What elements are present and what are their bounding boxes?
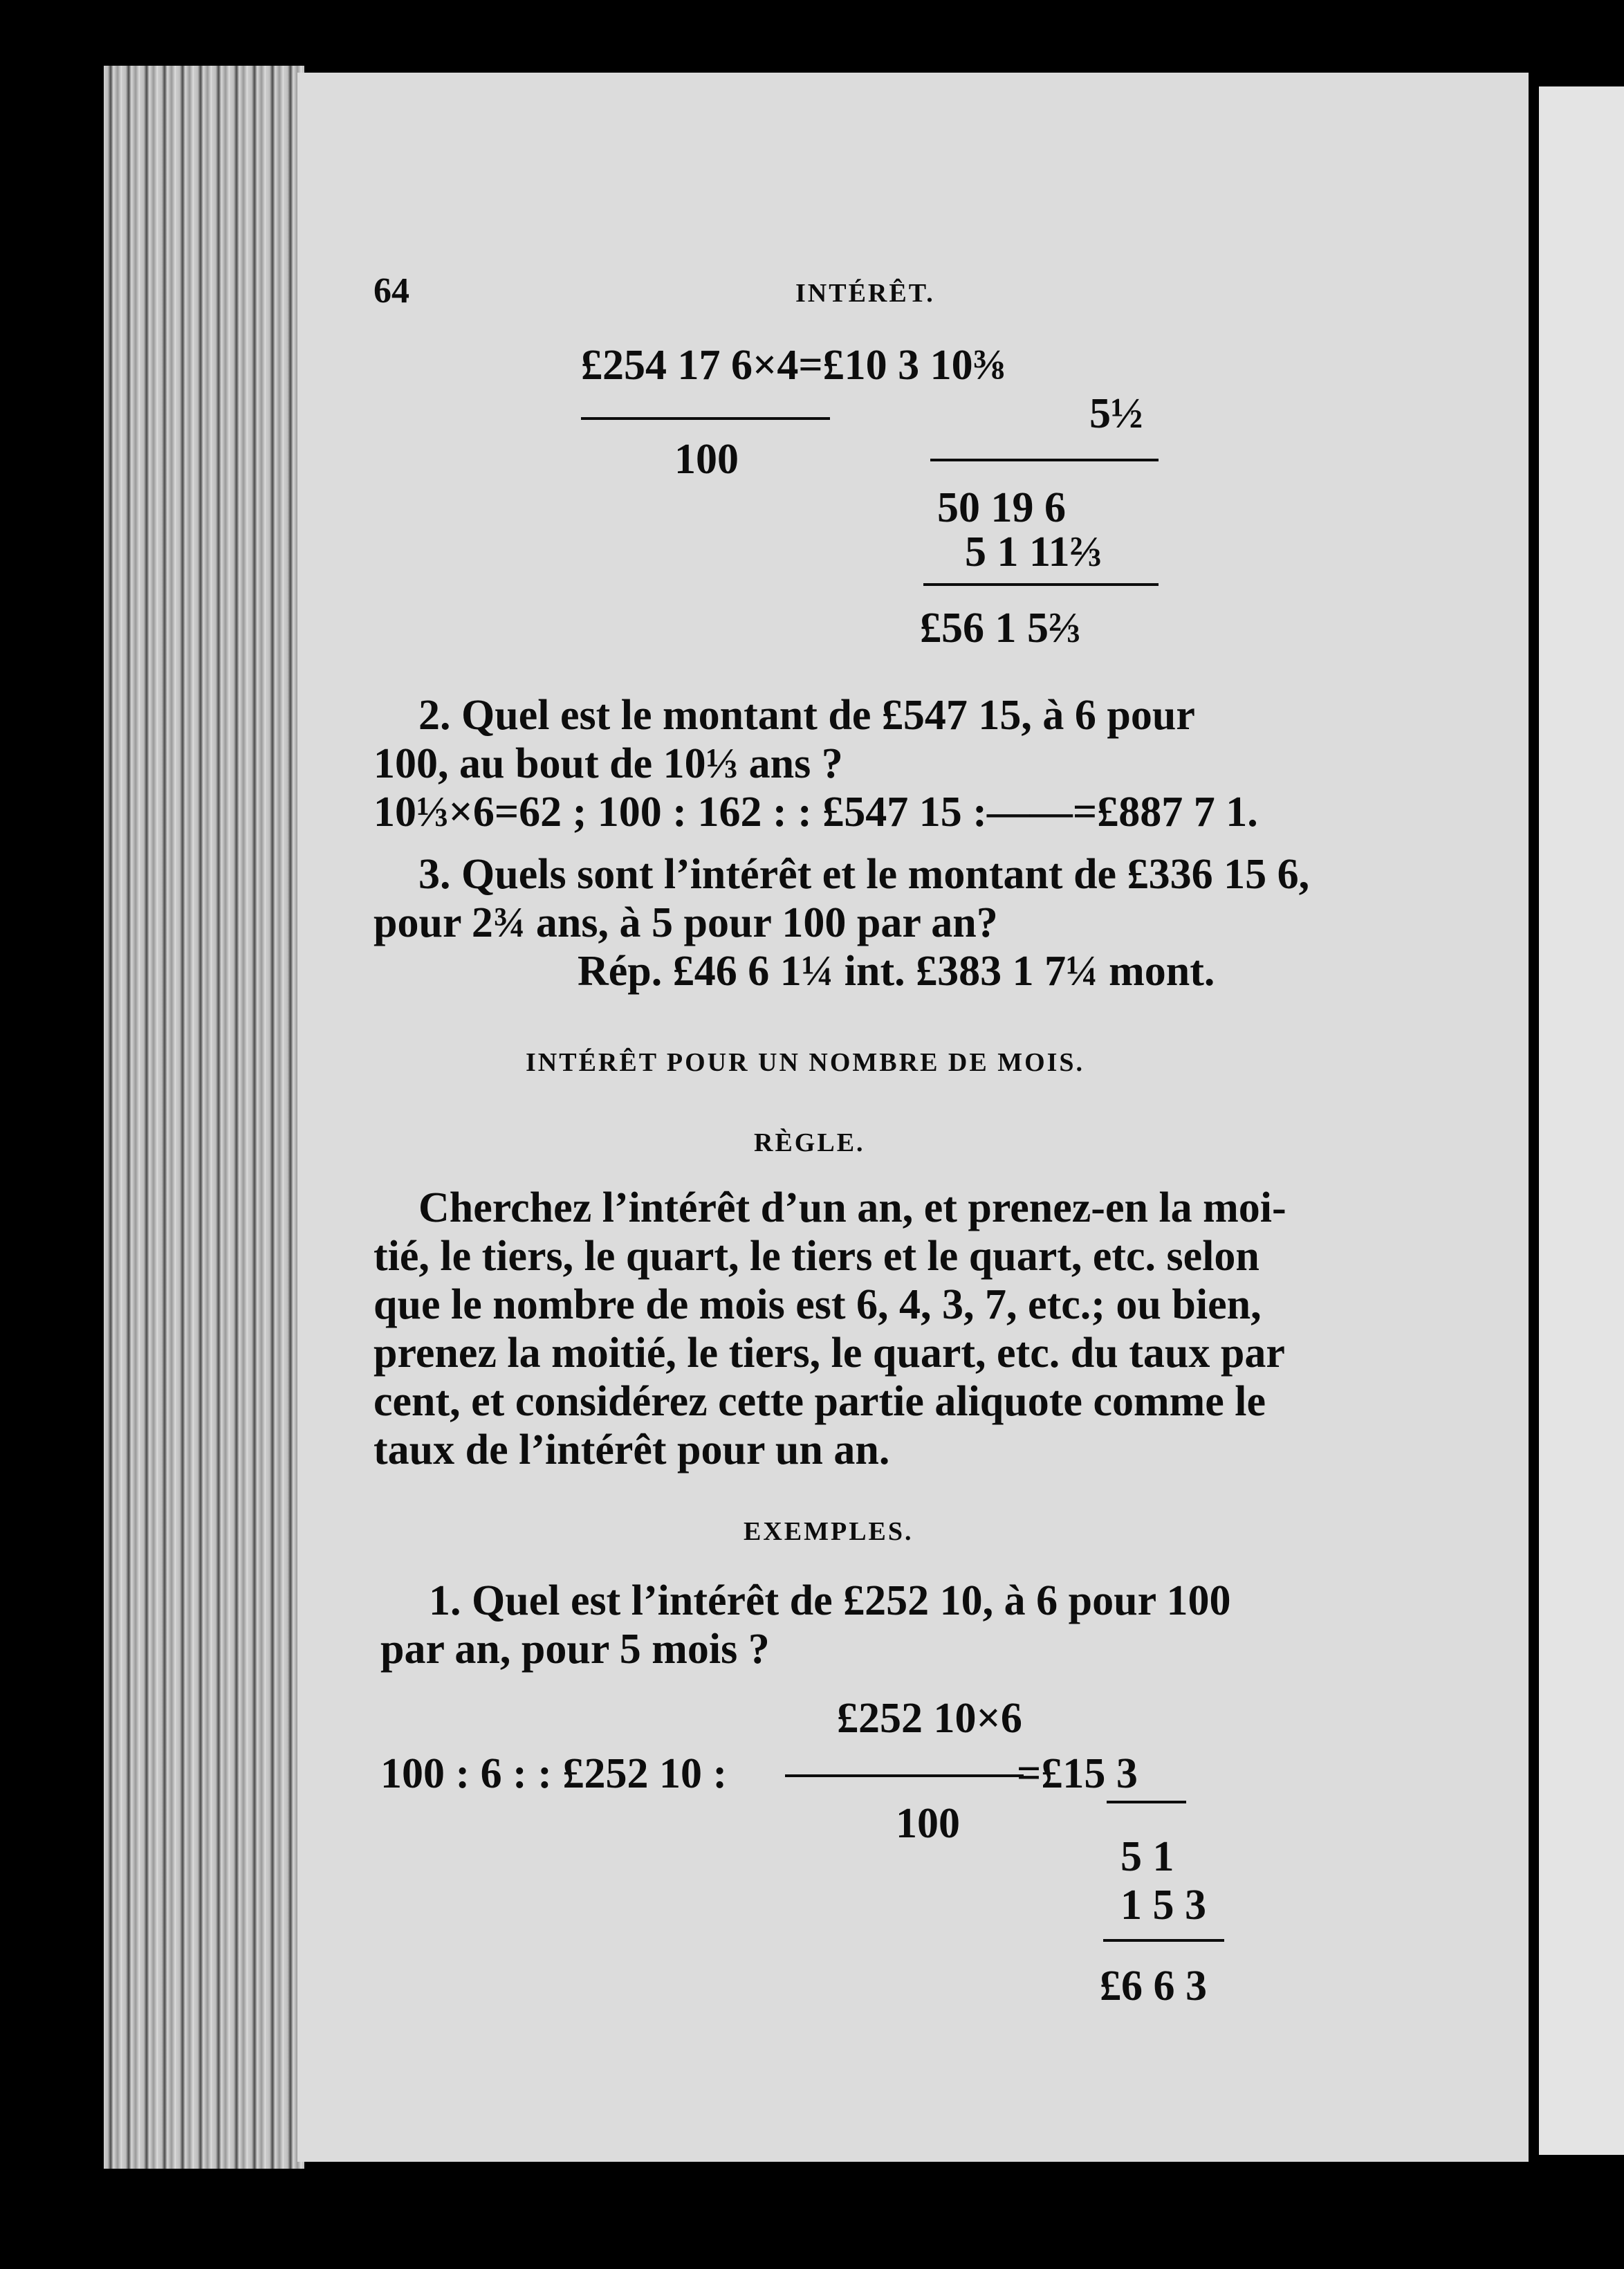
ex4-left: 100 : 6 : : £252 10 :	[380, 1750, 728, 1797]
ex4-numerator: £252 10×6	[837, 1695, 1022, 1742]
rule-line-5: cent, et considérez cette partie aliquote comme le	[373, 1378, 1266, 1425]
calc1-denominator: 100	[674, 436, 739, 483]
calc1-rule-1	[930, 459, 1159, 461]
facing-page	[1539, 86, 1624, 2155]
ex4-rule-2	[1103, 1939, 1224, 1942]
calc1-numerator: £254 17 6×4=£10 3 10⅜	[581, 342, 1006, 389]
rule-line-6: taux de l’intérêt pour un an.	[373, 1426, 890, 1473]
ex4-total: £6 6 3	[1100, 1963, 1207, 2010]
examples-label: EXEMPLES.	[744, 1517, 914, 1546]
section-heading: INTÉRÊT POUR UN NOMBRE DE MOIS.	[526, 1048, 1085, 1077]
book-page	[297, 73, 1529, 2162]
ex4-line2: par an, pour 5 mois ?	[380, 1626, 770, 1673]
rule-line-2: tié, le tiers, le quart, le tiers et le quart, etc. selon	[373, 1233, 1259, 1280]
ex3-line1: 3. Quels sont l’intérêt et le montant de £336 15 6,	[418, 851, 1310, 898]
ex4-fraction-bar	[785, 1774, 1024, 1777]
page-number: 64	[373, 271, 409, 311]
calc1-row1: 50 19 6	[937, 484, 1066, 531]
ex4-denominator: 100	[896, 1800, 960, 1847]
ex4-row2: 1 5 3	[1120, 1882, 1206, 1929]
ex3-line2: pour 2¾ ans, à 5 pour 100 par an?	[373, 899, 998, 946]
ex2-line1: 2. Quel est le montant de £547 15, à 6 pour	[418, 692, 1195, 739]
ex4-line1: 1. Quel est l’intérêt de £252 10, à 6 pour 100	[429, 1577, 1231, 1624]
ex4-result: =£15 3	[1017, 1750, 1138, 1797]
rule-label: RÈGLE.	[754, 1128, 865, 1157]
calc1-rule-2	[923, 583, 1159, 586]
calc1-fraction-bar	[581, 417, 830, 420]
calc1-rhs2: 5½	[1089, 390, 1143, 437]
rule-line-3: que le nombre de mois est 6, 4, 3, 7, etc.; ou bien,	[373, 1281, 1262, 1328]
running-head: INTÉRÊT.	[795, 279, 935, 308]
calc1-total: £56 1 5⅔	[920, 605, 1081, 652]
ex4-rule-1	[1107, 1801, 1186, 1803]
ex3-answer: Rép. £46 6 1¼ int. £383 1 7¼ mont.	[578, 948, 1215, 995]
calc1-row2: 5 1 11⅔	[965, 529, 1102, 576]
rule-line-4: prenez la moitié, le tiers, le quart, etc. du taux par	[373, 1330, 1285, 1377]
rule-line-1: Cherchez l’intérêt d’un an, et prenez-en la moi-	[418, 1184, 1286, 1231]
book-page-edges	[104, 66, 304, 2169]
ex4-row1: 5 1	[1120, 1833, 1174, 1880]
ex2-line3: 10⅓×6=62 ; 100 : 162 : : £547 15 :——=£887 7 1.	[373, 789, 1258, 836]
ex2-line2: 100, au bout de 10⅓ ans ?	[373, 740, 843, 787]
